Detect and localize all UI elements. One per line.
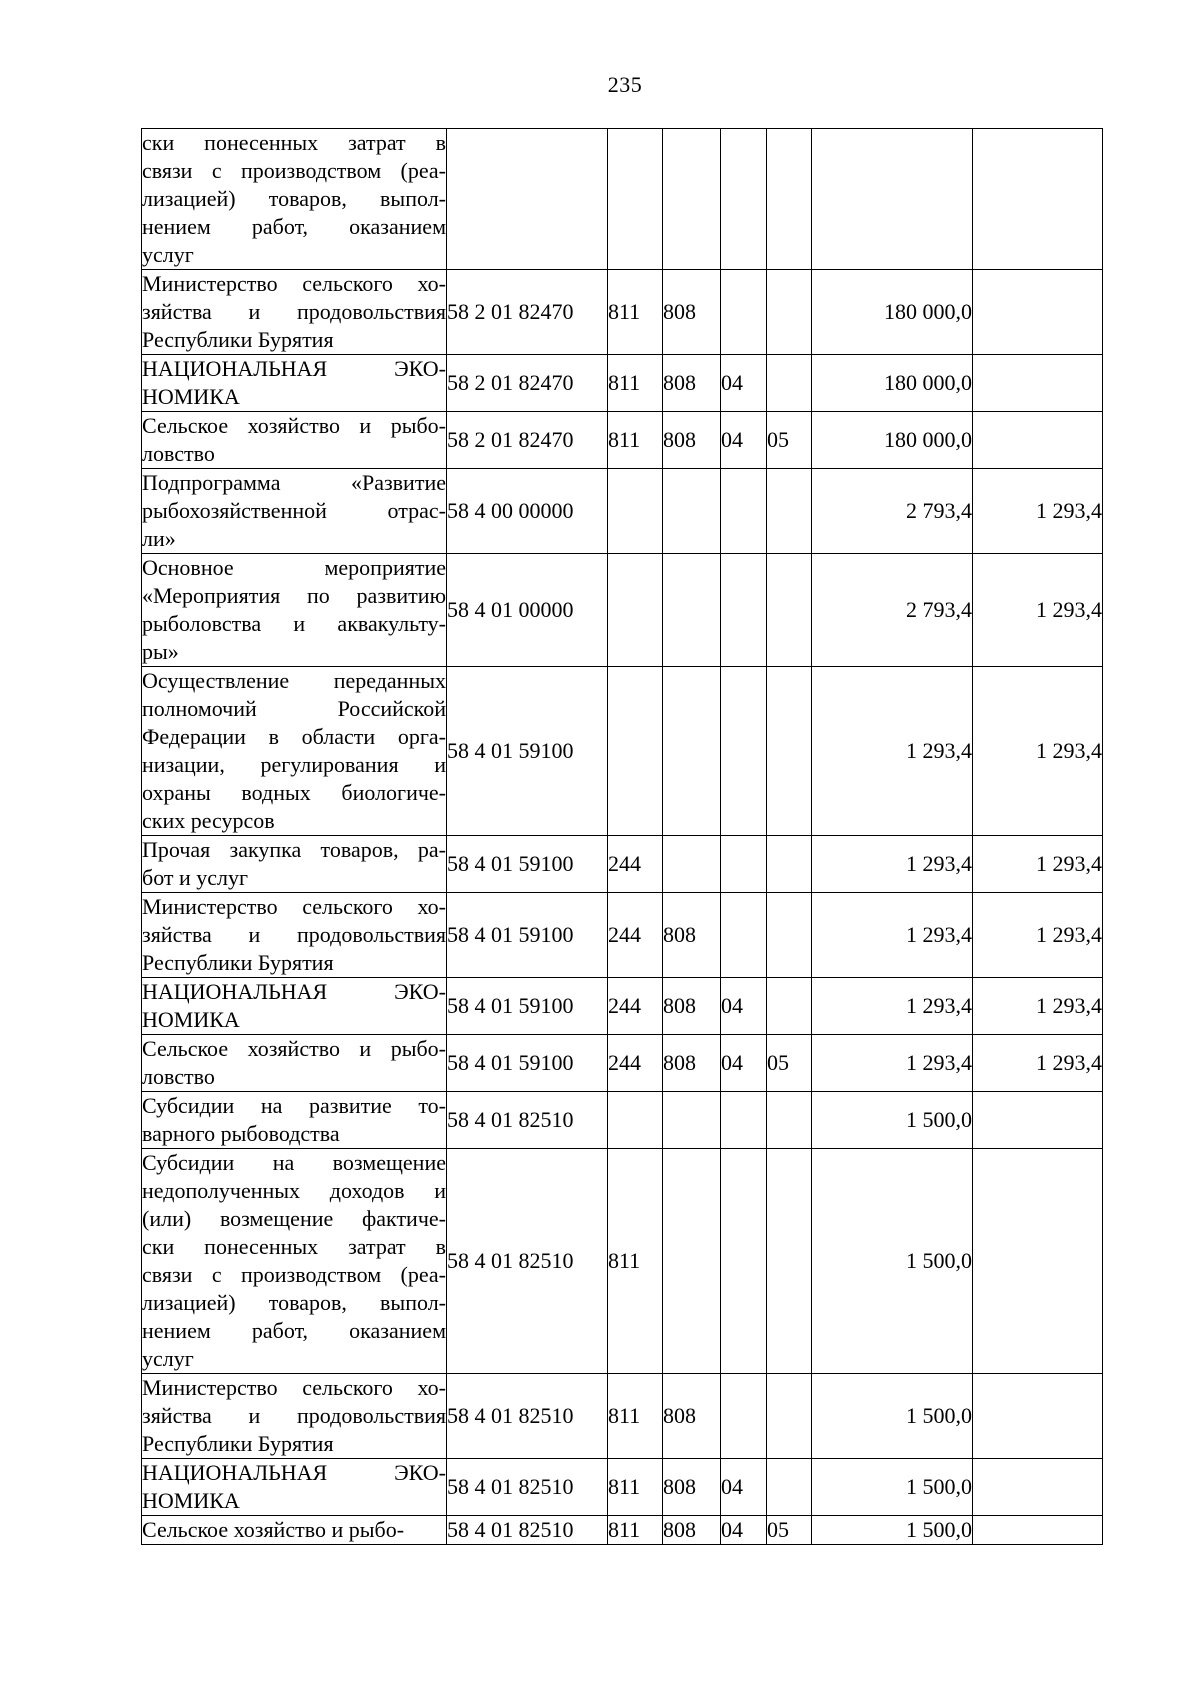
row-name-line: Республики Бурятия [142,327,334,352]
subsection-cell [767,1374,812,1459]
table-row [142,978,1103,1035]
amount-cell: 1 500,0 [812,1459,973,1516]
row-name-line: варного рыбоводства [142,1121,340,1146]
ministry-code-cell: 808 [663,978,721,1035]
table-row [142,1516,1103,1545]
row-name-line: Сельское хозяйство и рыбо- [142,1517,405,1542]
target-article-code-cell: 58 2 01 82470 [447,270,608,355]
table-row [142,355,1103,412]
amount-federal-cell: 1 293,4 [973,836,1103,893]
expense-type-cell [608,554,663,667]
table-row [142,1459,1103,1516]
subsection-cell [767,893,812,978]
section-cell [721,893,767,978]
ministry-code-cell: 808 [663,1516,721,1545]
ministry-code-cell: 808 [663,1459,721,1516]
table-row [142,270,1103,355]
row-name-line: рыболовства и аквакульту- [142,611,446,636]
row-name-cell [142,1035,447,1092]
target-article-code-cell: 58 4 01 59100 [447,1035,608,1092]
row-name-line: (или) возмещение фактиче- [142,1206,446,1231]
row-name-line: Сельское хозяйство и рыбо- [142,1036,446,1061]
amount-cell: 1 500,0 [812,1516,973,1545]
row-name-line: Подпрограмма «Развитие [142,470,446,495]
expense-type-cell: 244 [608,1035,663,1092]
amount-federal-cell [973,1092,1103,1149]
target-article-code-cell: 58 2 01 82470 [447,355,608,412]
target-article-code-cell: 58 4 01 59100 [447,893,608,978]
amount-cell: 180 000,0 [812,412,973,469]
subsection-cell [767,978,812,1035]
row-name-line: лизацией) товаров, выпол- [142,1290,446,1315]
expense-type-cell [608,469,663,554]
target-article-code-cell: 58 2 01 82470 [447,412,608,469]
row-name-cell [142,355,447,412]
amount-federal-cell [973,1374,1103,1459]
subsection-cell [767,1459,812,1516]
expense-type-cell: 811 [608,1149,663,1374]
amount-federal-cell [973,129,1103,270]
target-article-code-cell: 58 4 00 00000 [447,469,608,554]
row-name-line: НОМИКА [142,384,240,409]
table-row [142,1149,1103,1374]
row-name-line: связи с производством (реа- [142,158,446,183]
row-name-line: нением работ, оказанием [142,214,446,239]
row-name-line: услуг [142,1346,194,1371]
row-name-line: рыбохозяйственной отрас- [142,498,446,523]
section-cell [721,836,767,893]
amount-cell: 1 500,0 [812,1149,973,1374]
ministry-code-cell [663,1092,721,1149]
expense-type-cell: 244 [608,978,663,1035]
target-article-code-cell: 58 4 01 59100 [447,978,608,1035]
expense-type-cell: 244 [608,836,663,893]
amount-cell: 1 293,4 [812,667,973,836]
section-cell [721,469,767,554]
expense-type-cell: 811 [608,1374,663,1459]
amount-federal-cell: 1 293,4 [973,554,1103,667]
row-name-cell [142,978,447,1035]
expense-type-cell: 811 [608,1516,663,1545]
row-name-line: Министерство сельского хо- [142,894,446,919]
row-name-line: зяйства и продовольствия [142,299,446,324]
subsection-cell [767,355,812,412]
amount-federal-cell [973,1516,1103,1545]
row-name-line: бот и услуг [142,865,249,890]
table-row [142,129,1103,270]
amount-cell: 1 500,0 [812,1092,973,1149]
target-article-code-cell: 58 4 01 82510 [447,1374,608,1459]
row-name-line: НАЦИОНАЛЬНАЯ ЭКО- [142,1460,446,1485]
amount-cell: 1 293,4 [812,978,973,1035]
row-name-line: полномочий Российской [142,696,446,721]
row-name-line: Прочая закупка товаров, ра- [142,837,446,862]
subsection-cell [767,469,812,554]
row-name-cell [142,412,447,469]
expense-type-cell: 811 [608,1459,663,1516]
row-name-line: ловство [142,1064,215,1089]
target-article-code-cell [447,129,608,270]
ministry-code-cell [663,554,721,667]
row-name-line: НАЦИОНАЛЬНАЯ ЭКО- [142,356,446,381]
row-name-line: Министерство сельского хо- [142,1375,446,1400]
row-name-cell [142,1149,447,1374]
table-row [142,667,1103,836]
subsection-cell [767,129,812,270]
row-name-line: охраны водных биологиче- [142,780,446,805]
row-name-line: ских ресурсов [142,808,275,833]
row-name-cell [142,469,447,554]
row-name-cell [142,893,447,978]
expense-type-cell: 811 [608,355,663,412]
expense-type-cell [608,1092,663,1149]
row-name-line: Республики Бурятия [142,1431,334,1456]
row-name-line: ски понесенных затрат в [142,130,446,155]
amount-cell: 1 293,4 [812,836,973,893]
section-cell: 04 [721,1035,767,1092]
row-name-cell [142,667,447,836]
target-article-code-cell: 58 4 01 82510 [447,1459,608,1516]
row-name-line: НОМИКА [142,1007,240,1032]
ministry-code-cell [663,1149,721,1374]
ministry-code-cell: 808 [663,270,721,355]
row-name-line: ски понесенных затрат в [142,1234,446,1259]
row-name-line: Основное мероприятие [142,555,446,580]
target-article-code-cell: 58 4 01 59100 [447,836,608,893]
row-name-cell [142,1516,447,1545]
row-name-cell [142,1459,447,1516]
table-row [142,1374,1103,1459]
ministry-code-cell: 808 [663,1035,721,1092]
row-name-cell [142,129,447,270]
amount-federal-cell: 1 293,4 [973,1035,1103,1092]
row-name-line: недополученных доходов и [142,1178,446,1203]
subsection-cell [767,270,812,355]
target-article-code-cell: 58 4 01 00000 [447,554,608,667]
ministry-code-cell: 808 [663,412,721,469]
amount-cell [812,129,973,270]
amount-federal-cell: 1 293,4 [973,667,1103,836]
table-row [142,893,1103,978]
subsection-cell [767,836,812,893]
amount-federal-cell [973,1459,1103,1516]
target-article-code-cell: 58 4 01 82510 [447,1149,608,1374]
row-name-cell [142,1092,447,1149]
amount-cell: 1 293,4 [812,1035,973,1092]
subsection-cell [767,554,812,667]
amount-federal-cell [973,1149,1103,1374]
budget-table [141,128,1103,1545]
amount-federal-cell [973,355,1103,412]
row-name-line: Субсидии на возмещение [142,1150,446,1175]
subsection-cell: 05 [767,412,812,469]
section-cell: 04 [721,978,767,1035]
ministry-code-cell: 808 [663,1374,721,1459]
amount-cell: 2 793,4 [812,554,973,667]
row-name-line: нением работ, оказанием [142,1318,446,1343]
section-cell [721,1149,767,1374]
ministry-code-cell [663,469,721,554]
row-name-line: Федерации в области орга- [142,724,446,749]
table-row [142,836,1103,893]
row-name-line: ры» [142,639,179,664]
subsection-cell: 05 [767,1516,812,1545]
section-cell [721,554,767,667]
amount-federal-cell: 1 293,4 [973,469,1103,554]
expense-type-cell: 811 [608,270,663,355]
target-article-code-cell: 58 4 01 82510 [447,1516,608,1545]
target-article-code-cell: 58 4 01 59100 [447,667,608,836]
expense-type-cell [608,129,663,270]
section-cell [721,270,767,355]
target-article-code-cell: 58 4 01 82510 [447,1092,608,1149]
row-name-line: НОМИКА [142,1488,240,1513]
amount-federal-cell [973,270,1103,355]
section-cell [721,667,767,836]
row-name-line: ли» [142,526,176,551]
table-row [142,412,1103,469]
expense-type-cell: 811 [608,412,663,469]
amount-cell: 1 293,4 [812,893,973,978]
row-name-line: зяйства и продовольствия [142,922,446,947]
subsection-cell [767,1149,812,1374]
amount-cell: 180 000,0 [812,270,973,355]
ministry-code-cell: 808 [663,893,721,978]
amount-cell: 180 000,0 [812,355,973,412]
section-cell: 04 [721,412,767,469]
row-name-line: Субсидии на развитие то- [142,1093,446,1118]
row-name-line: зяйства и продовольствия [142,1403,446,1428]
row-name-line: ловство [142,441,215,466]
amount-cell: 1 500,0 [812,1374,973,1459]
expense-type-cell: 244 [608,893,663,978]
amount-cell: 2 793,4 [812,469,973,554]
section-cell [721,1374,767,1459]
table-row [142,1092,1103,1149]
amount-federal-cell [973,412,1103,469]
table-row [142,1035,1103,1092]
row-name-cell [142,1374,447,1459]
row-name-line: Сельское хозяйство и рыбо- [142,413,446,438]
row-name-line: низации, регулирования и [142,752,446,777]
row-name-cell [142,836,447,893]
ministry-code-cell [663,667,721,836]
section-cell: 04 [721,1459,767,1516]
section-cell [721,1092,767,1149]
amount-federal-cell: 1 293,4 [973,978,1103,1035]
row-name-line: Республики Бурятия [142,950,334,975]
row-name-cell [142,270,447,355]
section-cell [721,129,767,270]
row-name-line: НАЦИОНАЛЬНАЯ ЭКО- [142,979,446,1004]
subsection-cell [767,1092,812,1149]
row-name-line: «Мероприятия по развитию [142,583,446,608]
section-cell: 04 [721,1516,767,1545]
row-name-line: услуг [142,242,194,267]
ministry-code-cell [663,836,721,893]
table-row [142,469,1103,554]
row-name-line: связи с производством (реа- [142,1262,446,1287]
subsection-cell [767,667,812,836]
expense-type-cell [608,667,663,836]
amount-federal-cell: 1 293,4 [973,893,1103,978]
subsection-cell: 05 [767,1035,812,1092]
row-name-line: лизацией) товаров, выпол- [142,186,446,211]
row-name-cell [142,554,447,667]
row-name-line: Министерство сельского хо- [142,271,446,296]
ministry-code-cell: 808 [663,355,721,412]
section-cell: 04 [721,355,767,412]
ministry-code-cell [663,129,721,270]
table-row [142,554,1103,667]
row-name-line: Осуществление переданных [142,668,446,693]
page-number: 235 [607,72,643,97]
table-body [142,129,1103,1545]
